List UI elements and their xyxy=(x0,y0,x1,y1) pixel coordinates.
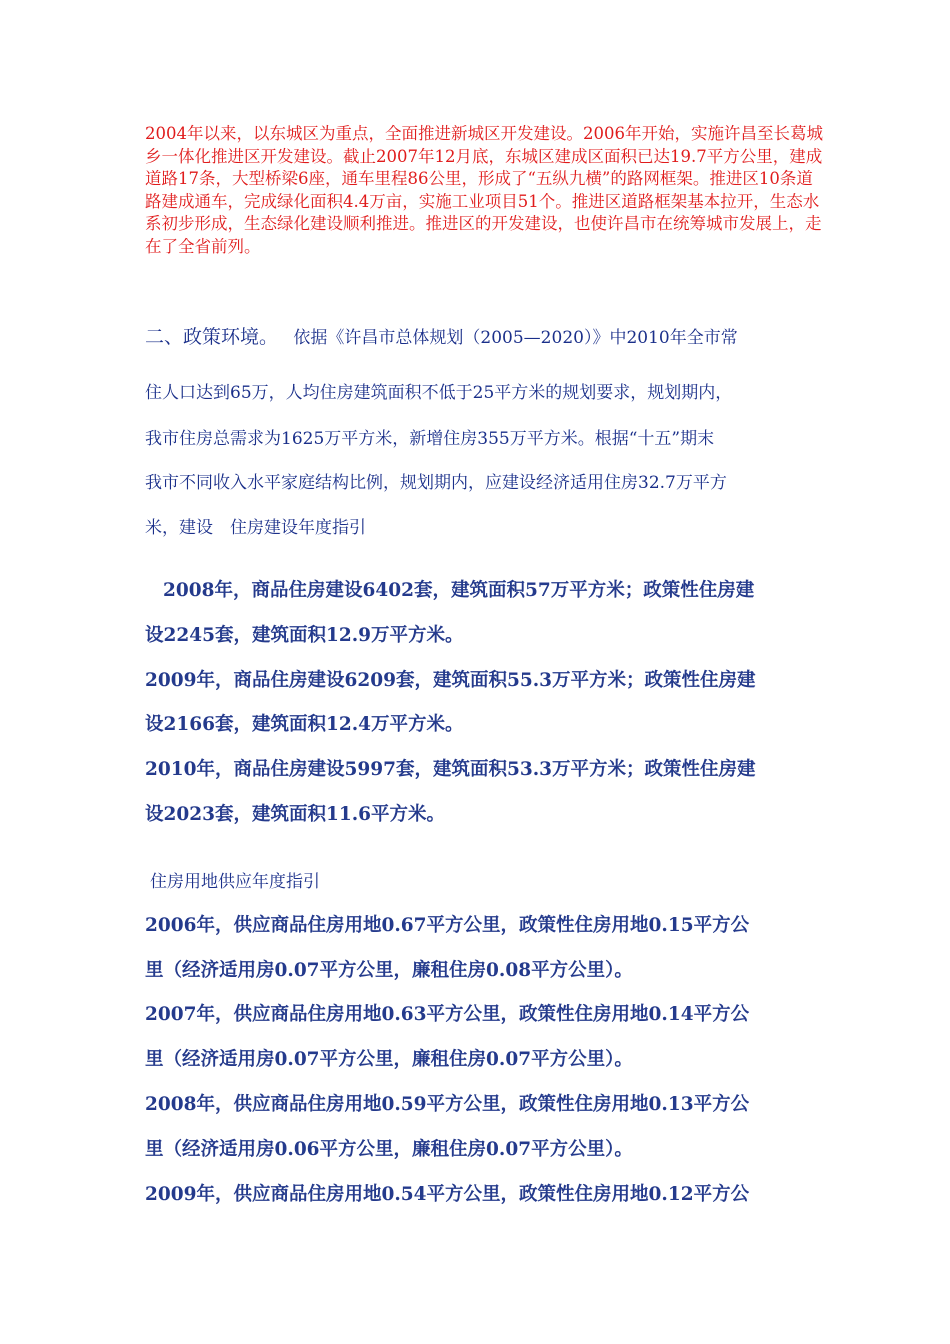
construction-2008-line-a: 2008年，商品住房建设6402套，建筑面积57万平方米；政策性住房建 xyxy=(163,580,755,601)
land-2008-line-b: 里（经济适用房0.06平方公里，廉租住房0.07平方公里）。 xyxy=(145,1139,633,1160)
construction-2010-line-b: 设2023套，建筑面积11.6平方米。 xyxy=(145,804,446,825)
land-2009-line-a: 2009年，供应商品住房用地0.54平方公里，政策性住房用地0.12平方公 xyxy=(145,1184,750,1205)
land-2006-line-b: 里（经济适用房0.07平方公里，廉租住房0.08平方公里）。 xyxy=(145,960,633,981)
construction-2010-line-a: 2010年，商品住房建设5997套，建筑面积53.3万平方米；政策性住房建 xyxy=(145,759,756,780)
intro-paragraph: 2004年以来，以东城区为重点，全面推进新城区开发建设。2006年开始，实施许昌至长葛城乡一体化推进区开发建设。截止2007年12月底，东城区建成区面积已达19.7平方公里，建成道路17条，大型桥梁6座，通车里程86公里，形成了“五纵九横”的路网框架。推进区10条道路建成通车，完成绿化面积4.4万亩，实施工业项目51个。推进区道路框架基本拉开，生态水系初步形成，生态绿化建设顺利推进。推进区的开发建设，也使许昌市在统筹城市发展上，走在了全省前列。 xyxy=(145,124,823,256)
land-supply-heading: 住房用地供应年度指引 xyxy=(150,872,320,892)
policy-heading: 二、政策环境。 xyxy=(145,326,279,348)
construction-2008-line-b: 设2245套，建筑面积12.9万平方米。 xyxy=(145,625,464,646)
policy-line-4: 我市不同收入水平家庭结构比例，规划期内，应建设经济适用住房32.7万平方 xyxy=(145,473,727,493)
policy-line-2: 住人口达到65万，人均住房建筑面积不低于25平方米的规划要求，规划期内， xyxy=(145,383,733,403)
policy-line-3: 我市住房总需求为1625万平方米，新增住房355万平方米。根据“十五”期末 xyxy=(145,429,715,449)
construction-2009-line-b: 设2166套，建筑面积12.4万平方米。 xyxy=(145,714,464,735)
land-2007-line-a: 2007年，供应商品住房用地0.63平方公里，政策性住房用地0.14平方公 xyxy=(145,1004,750,1025)
construction-2009-line-a: 2009年，商品住房建设6209套，建筑面积55.3万平方米；政策性住房建 xyxy=(145,670,756,691)
land-2007-line-b: 里（经济适用房0.07平方公里，廉租住房0.07平方公里）。 xyxy=(145,1049,633,1070)
land-2008-line-a: 2008年，供应商品住房用地0.59平方公里，政策性住房用地0.13平方公 xyxy=(145,1094,750,1115)
land-2006-line-a: 2006年，供应商品住房用地0.67平方公里，政策性住房用地0.15平方公 xyxy=(145,915,750,936)
policy-line-5: 米，建设 住房建设年度指引 xyxy=(145,518,366,538)
policy-line-1 xyxy=(145,322,738,349)
policy-text-1: 依据《许昌市总体规划（2005—2020）》中2010年全市常 xyxy=(293,328,738,348)
